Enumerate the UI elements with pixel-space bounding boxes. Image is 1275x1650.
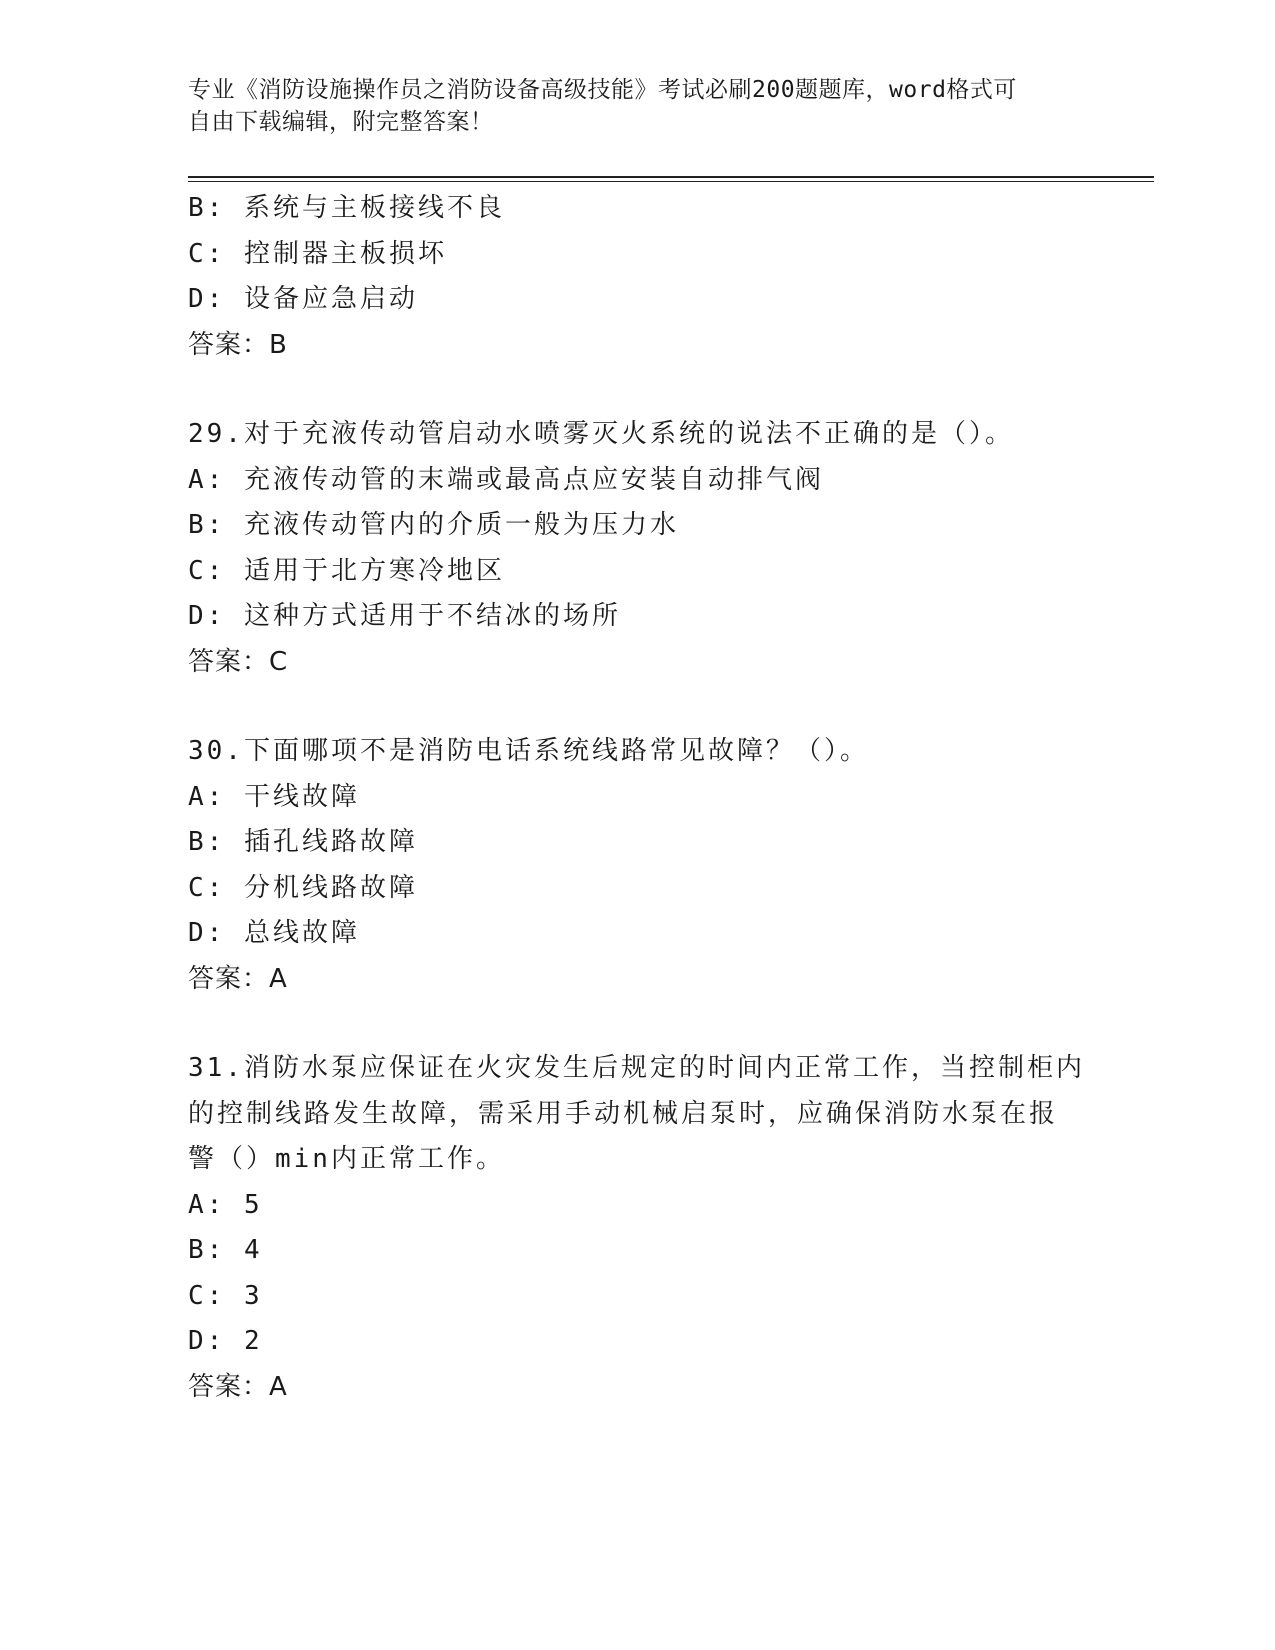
header-divider-thin [188,181,1154,182]
answer-label: 答案：B [188,329,288,360]
question-spacer [188,368,1088,412]
question-list [188,186,1088,1410]
header-title-line-1: 专业《消防设施操作员之消防设备高级技能》考试必刷200题题库，word格式可 [188,77,1017,103]
answer-label: 答案：A [188,963,288,994]
option-b: B: 插孔线路故障 [188,827,418,857]
question-stem: 30.下面哪项不是消防电话系统线路常见故障？（）。 [188,736,869,766]
question-30 [188,729,1088,1002]
option-c: C: 适用于北方寒冷地区 [188,555,505,586]
question-spacer [188,1002,1088,1046]
question-stem-line-3: 警（）min内正常工作。 [188,1144,505,1174]
option-a: A: 充液传动管的末端或最高点应安装自动排气阀 [188,464,824,495]
question-stem-line-1: 31.消防水泵应保证在火灾发生后规定的时间内正常工作，当控制柜内 [188,1053,1085,1083]
option-c: C: 分机线路故障 [188,872,418,903]
option-b: B: 4 [188,1235,263,1265]
question-stem: 29.对于充液传动管启动水喷雾灭火系统的说法不正确的是（）。 [188,419,1014,449]
question-spacer [188,685,1088,729]
option-b: B: 充液传动管内的介质一般为压力水 [188,510,679,540]
question-31 [188,1046,1088,1410]
question-28 [188,186,1088,368]
option-a: A: 5 [188,1189,263,1220]
question-29 [188,412,1088,685]
document-header [188,74,1088,138]
answer-label: 答案：C [188,646,289,677]
option-d: D: 2 [188,1326,263,1356]
option-c: C: 3 [188,1280,263,1311]
header-title-line-2: 自由下载编辑，附完整答案！ [188,109,494,135]
answer-label: 答案：A [188,1371,288,1402]
option-d: D: 这种方式适用于不结冰的场所 [188,601,621,631]
option-d: D: 总线故障 [188,918,360,948]
option-a: A: 干线故障 [188,781,360,812]
option-d: D: 设备应急启动 [188,284,418,314]
option-c: C: 控制器主板损坏 [188,238,447,269]
option-b: B: 系统与主板接线不良 [188,193,505,223]
question-stem-line-2: 的控制线路发生故障，需采用手动机械启泵时，应确保消防水泵在报 [188,1098,1059,1129]
header-divider-thick [188,176,1154,178]
